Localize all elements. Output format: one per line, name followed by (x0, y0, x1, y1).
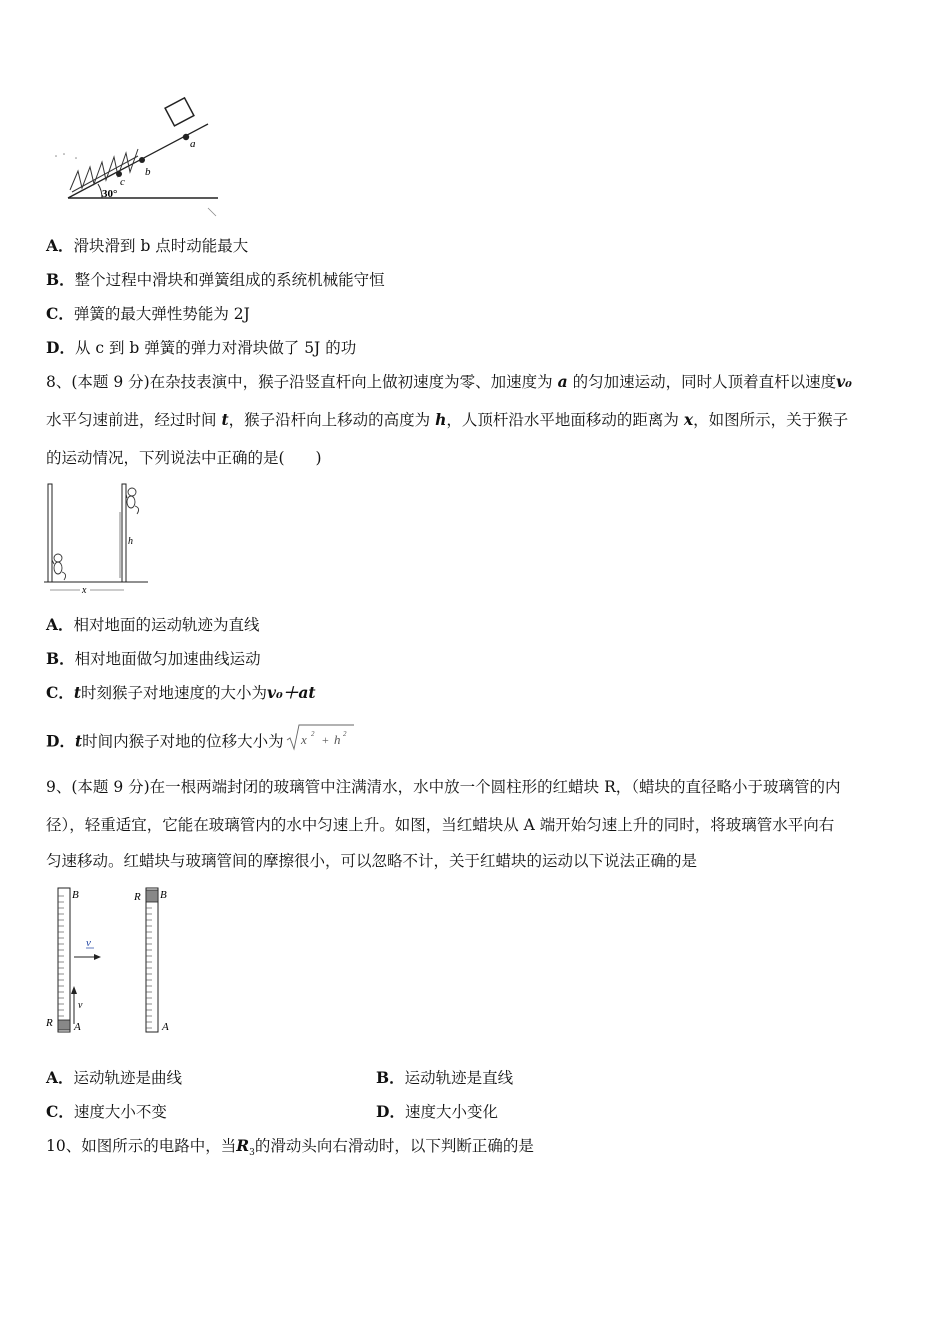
label-x: x (82, 585, 87, 596)
label-b-right: B (160, 889, 167, 901)
label-r-right: R (134, 891, 141, 903)
svg-text:h: h (333, 732, 341, 747)
label-b-left: B (72, 889, 79, 901)
monkey-top-icon (126, 488, 139, 514)
q9-stem-line2: 径），轻重适宜，它能在玻璃管内的水中匀速上升。如图，当红蜡块从 A 端开始匀速上升的同时，将玻璃管水平向右 (46, 816, 835, 834)
label-h: h (128, 536, 133, 547)
glass-tube-figure (44, 884, 184, 1036)
q7-option-a: A．滑块滑到 b 点时动能最大 (46, 236, 249, 255)
label-a: a (190, 138, 196, 150)
label-b: b (145, 166, 151, 178)
q7-option-b: B．整个过程中滑块和弹簧组成的系统机械能守恒 (46, 270, 385, 289)
q7-option-c: C．弹簧的最大弹性势能为 2J (46, 304, 250, 323)
q8-option-d: D．t时间内猴子对地的位移大小为 x 2 + h 2 (46, 722, 356, 763)
q9-option-a: A．运动轨迹是曲线 (46, 1068, 183, 1087)
q8-stem-line1: 8、(本题 9 分)在杂技表演中，猴子沿竖直杆向上做初速度为零、加速度为 a 的匀加速运动，同时人顶着直杆以速度v₀ (46, 372, 852, 391)
q8-stem-line2: 水平匀速前进，经过时间 t，猴子沿杆向上移动的高度为 h，人顶杆沿水平地面移动的距离为 x，如图所示，关于猴子 (46, 410, 849, 429)
q8-stem-line3: 的运动情况，下列说法中正确的是( ) (46, 449, 322, 467)
label-c: c (120, 176, 125, 188)
label-v-right: v (86, 937, 91, 949)
svg-text:+: + (321, 733, 329, 747)
q9-option-d: D．速度大小变化 (376, 1102, 498, 1121)
label-a-right: A (162, 1021, 169, 1033)
svg-text:2: 2 (310, 730, 315, 738)
svg-text:2: 2 (342, 730, 347, 738)
q7-option-d: D．从 c 到 b 弹簧的弹力对滑块做了 5J 的功 (46, 338, 357, 357)
q10-stem: 10、如图所示的电路中，当$R_3$的滑动头向右滑动时，以下判断正确的是 (46, 1136, 534, 1159)
label-v-up: v (78, 1000, 83, 1011)
q9-stem-line3: 匀速移动。红蜡块与玻璃管间的摩擦很小，可以忽略不计，关于红蜡块的运动以下说法正确的是 (46, 852, 698, 870)
q9-option-c: C．速度大小不变 (46, 1102, 167, 1121)
label-r-left: R (46, 1017, 53, 1029)
q8-option-b: B．相对地面做匀加速曲线运动 (46, 649, 261, 668)
svg-text:x: x (300, 732, 307, 747)
monkey-bottom-icon (52, 554, 66, 580)
sqrt-formula (286, 722, 356, 763)
q8-option-c: C．t时刻猴子对地速度的大小为v₀＋at (46, 683, 316, 702)
incline-spring-figure (50, 96, 225, 220)
label-angle: 30° (102, 188, 118, 200)
label-a-left: A (74, 1021, 81, 1033)
q9-option-b: B．运动轨迹是直线 (376, 1068, 514, 1087)
monkey-pole-figure (44, 480, 154, 598)
q8-option-a: A．相对地面的运动轨迹为直线 (46, 615, 260, 634)
q9-stem-line1: 9、(本题 9 分)在一根两端封闭的玻璃管中注满清水，水中放一个圆柱形的红蜡块 R，（蜡块的直径略小于玻璃管的内 (46, 778, 841, 796)
